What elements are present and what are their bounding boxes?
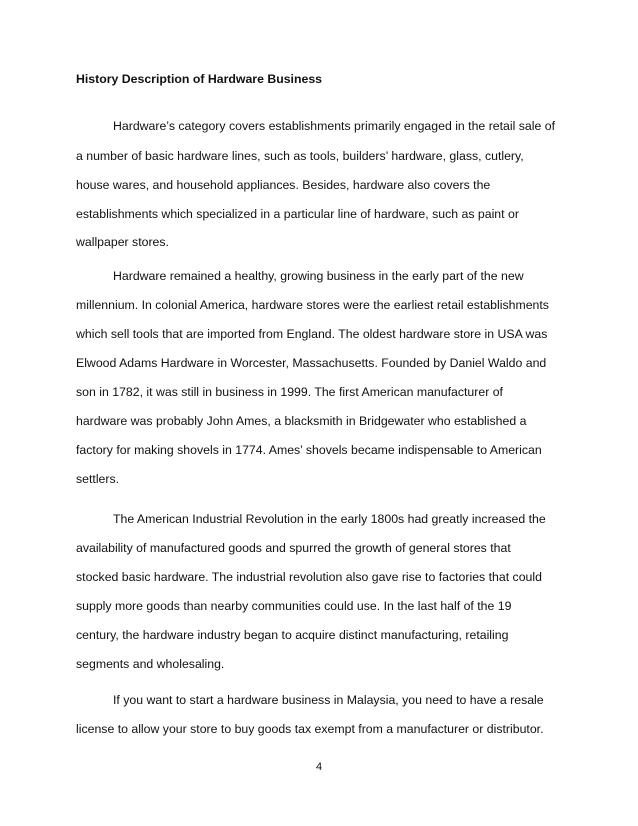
paragraph-2-line-8: settlers.	[76, 472, 120, 486]
paragraph-4-line-1: If you want to start a hardware business in Malaysia, you need to have a resale	[113, 693, 544, 707]
paragraph-2-line-4: Elwood Adams Hardware in Worcester, Massachusetts. Founded by Daniel Waldo and	[76, 356, 547, 370]
paragraph-3-line-5: century, the hardware industry began to acquire distinct manufacturing, retailing	[76, 628, 509, 642]
paragraph-4-line-2: license to allow your store to buy goods tax exempt from a manufacturer or distributor.	[76, 722, 544, 736]
paragraph-1-line-5: wallpaper stores.	[76, 235, 169, 249]
paragraph-1-line-1: Hardware’s category covers establishments primarily engaged in the retail sale of	[113, 119, 555, 133]
paragraph-2-line-3: which sell tools that are imported from England. The oldest hardware store in USA was	[76, 327, 548, 341]
paragraph-3-line-4: supply more goods than nearby communities could use. In the last half of the 19	[76, 599, 512, 613]
paragraph-2-line-2: millennium. In colonial America, hardware stores were the earliest retail establishments	[76, 298, 549, 312]
paragraph-2-line-7: factory for making shovels in 1774. Ames’ shovels became indispensable to American	[76, 443, 542, 457]
section-heading: History Description of Hardware Business	[76, 72, 323, 86]
paragraph-3-line-2: availability of manufactured goods and spurred the growth of general stores that	[76, 541, 511, 555]
paragraph-2-line-5: son in 1782, it was still in business in 1999. The first American manufacturer of	[76, 385, 503, 399]
paragraph-3-line-3: stocked basic hardware. The industrial revolution also gave rise to factories that could	[76, 570, 542, 584]
paragraph-3-line-6: segments and wholesaling.	[76, 657, 225, 671]
paragraph-2-line-6: hardware was probably John Ames, a blacksmith in Bridgewater who established a	[76, 414, 527, 428]
paragraph-1-line-4: establishments which specialized in a particular line of hardware, such as paint or	[76, 207, 519, 221]
paragraph-3-line-1: The American Industrial Revolution in the early 1800s had greatly increased the	[113, 512, 546, 526]
paragraph-2-line-1: Hardware remained a healthy, growing business in the early part of the new	[113, 269, 524, 283]
paragraph-1-line-2: a number of basic hardware lines, such as tools, builders’ hardware, glass, cutlery,	[76, 149, 524, 163]
page-number: 4	[315, 761, 323, 773]
paragraph-1-line-3: house wares, and household appliances. Besides, hardware also covers the	[76, 178, 491, 192]
